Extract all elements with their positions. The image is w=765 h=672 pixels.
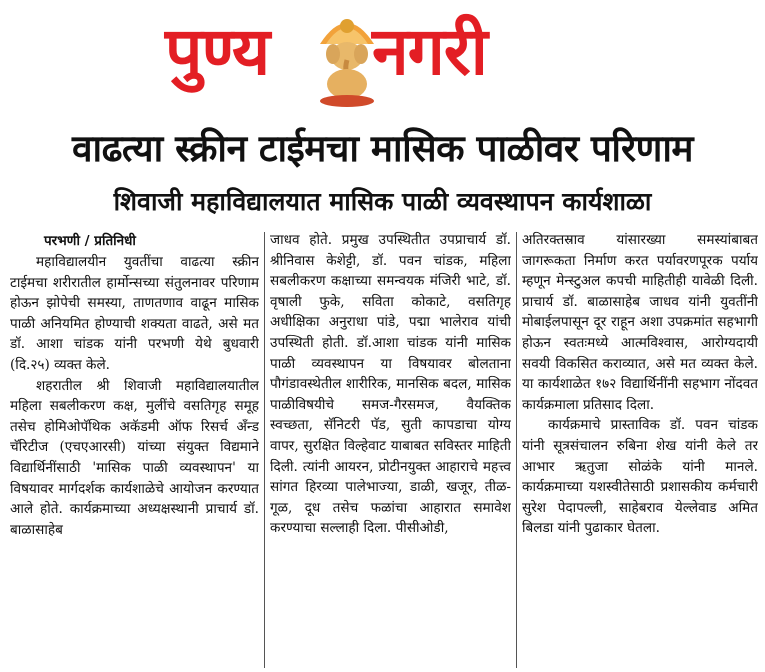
column-divider (264, 232, 265, 668)
column-divider (516, 232, 517, 668)
headline: वाढत्या स्क्रीन टाईमचा मासिक पाळीवर परिणाम (71, 127, 694, 170)
article-column-2 (270, 230, 511, 670)
paragraph: जाधव होते. प्रमुख उपस्थितीत उपप्राचार्य डॉ. श्रीनिवास केशेट्टी, डॉ. पवन चांडक, महिला सबलीकरण कक्षाच्या समन्वयक मंजिरी भाटे, डॉ. वृषाली फुके, सविता कोकाटे, वसतिगृह अधीक्षिका अनुराधा पांडे, पद्मा भालेराव यांची उपस्थिती होती. डॉ.आशा चांडक यांनी मासिक पाळी व्यवस्थापन या विषयावर बोलताना पौगंडावस्थेतील शारीरिक, मानसिक बदल, मासिक पाळीविषयीचे समज-गैरसमज, वैयक्तिक स्वच्छता, सॅनिटरी पॅड, सुती कापडाचा योग्य वापर, सुरक्षित विल्हेवाट याबाबत सविस्तर माहिती दिली. त्यांनी आयरन, प्रोटीनयुक्त आहाराचे महत्त्व सांगत हिरव्या पालेभाज्या, डाळी, खजूर, तीळ-गूळ, दूध तसेच फळांचा आहारात समावेश करण्याचा सल्लाही दिला. पीसीओडी, (270, 232, 511, 537)
paragraph: अतिरक्तस्राव यांसारख्या समस्यांबाबत जागरूकता निर्माण करत पर्यावरणपूरक पर्याय म्हणून मेन्स्टुअल कपची माहितीही यावेळी दिली. प्राचार्य डॉ. बाळासाहेब जाधव यांनी युवतींनी मोबाईलपासून दूर राहून अशा उपक्रमांत सहभागी होऊन स्वतःमध्ये आत्मविश्वास, आरोग्यदायी सवयी विकसित कराव्यात, असे मत व्यक्त केले. या कार्यशाळेत १७२ विद्यार्थिनींनी सहभाग नोंदवत कार्यक्रमाला प्रतिसाद दिला. (522, 232, 758, 413)
ganesha-icon (316, 8, 378, 108)
logo-text-left: पुण्य (165, 13, 270, 90)
paragraph: महाविद्यालयीन युवतींचा वाढत्या स्क्रीन टाईमचा शरीरातील हार्मोन्सच्या संतुलनावर परिणाम होऊन झोपेची समस्या, ताणतणाव वाढून मासिक पाळी अनियमित होण्याची शक्यता वाढते, असे मत डॉ. आशा चांडक यांनी परभणी येथे बुधवारी (दि.२५) व्यक्त केले. (10, 254, 259, 373)
article-column-1 (10, 230, 259, 670)
logo-text-right: नगरी (372, 13, 487, 90)
masthead (0, 0, 765, 112)
subheadline: शिवाजी महाविद्यालयात मासिक पाळी व्यवस्थापन कार्यशाळा (113, 187, 652, 216)
paragraph: कार्यक्रमाचे प्रास्ताविक डॉ. पवन चांडक यांनी सूत्रसंचालन रुबिना शेख यांनी केले तर आभार ऋतुजा सोळंके यांनी मानले. कार्यक्रमाच्या यशस्वीतेसाठी प्रशासकीय कर्मचारी सुरेश पेदापल्ली, साहेबराव येल्लेवाड अमित बिलडा यांनी पुढाकार घेतला. (522, 417, 758, 537)
article-column-3 (522, 230, 758, 670)
paragraph: शहरातील श्री शिवाजी महाविद्यालयातील महिला सबलीकरण कक्ष, मुलींचे वसतिगृह समूह तसेच होमिओपॅथिक अकॅडमी ऑफ रिसर्च अँन्ड चॅरिटीज (एचएआरसी) यांच्या संयुक्त विद्यमाने विद्यार्थिनींसाठी 'मासिक पाळी व्यवस्थापन' या विषयावर मार्गदर्शक कार्यशाळेचे आयोजन करण्यात आले होते. कार्यक्रमाच्या अध्यक्षस्थानी प्राचार्य डॉ. बाळासाहेब (10, 377, 259, 538)
dateline: परभणी / प्रतिनिधी (44, 233, 136, 249)
